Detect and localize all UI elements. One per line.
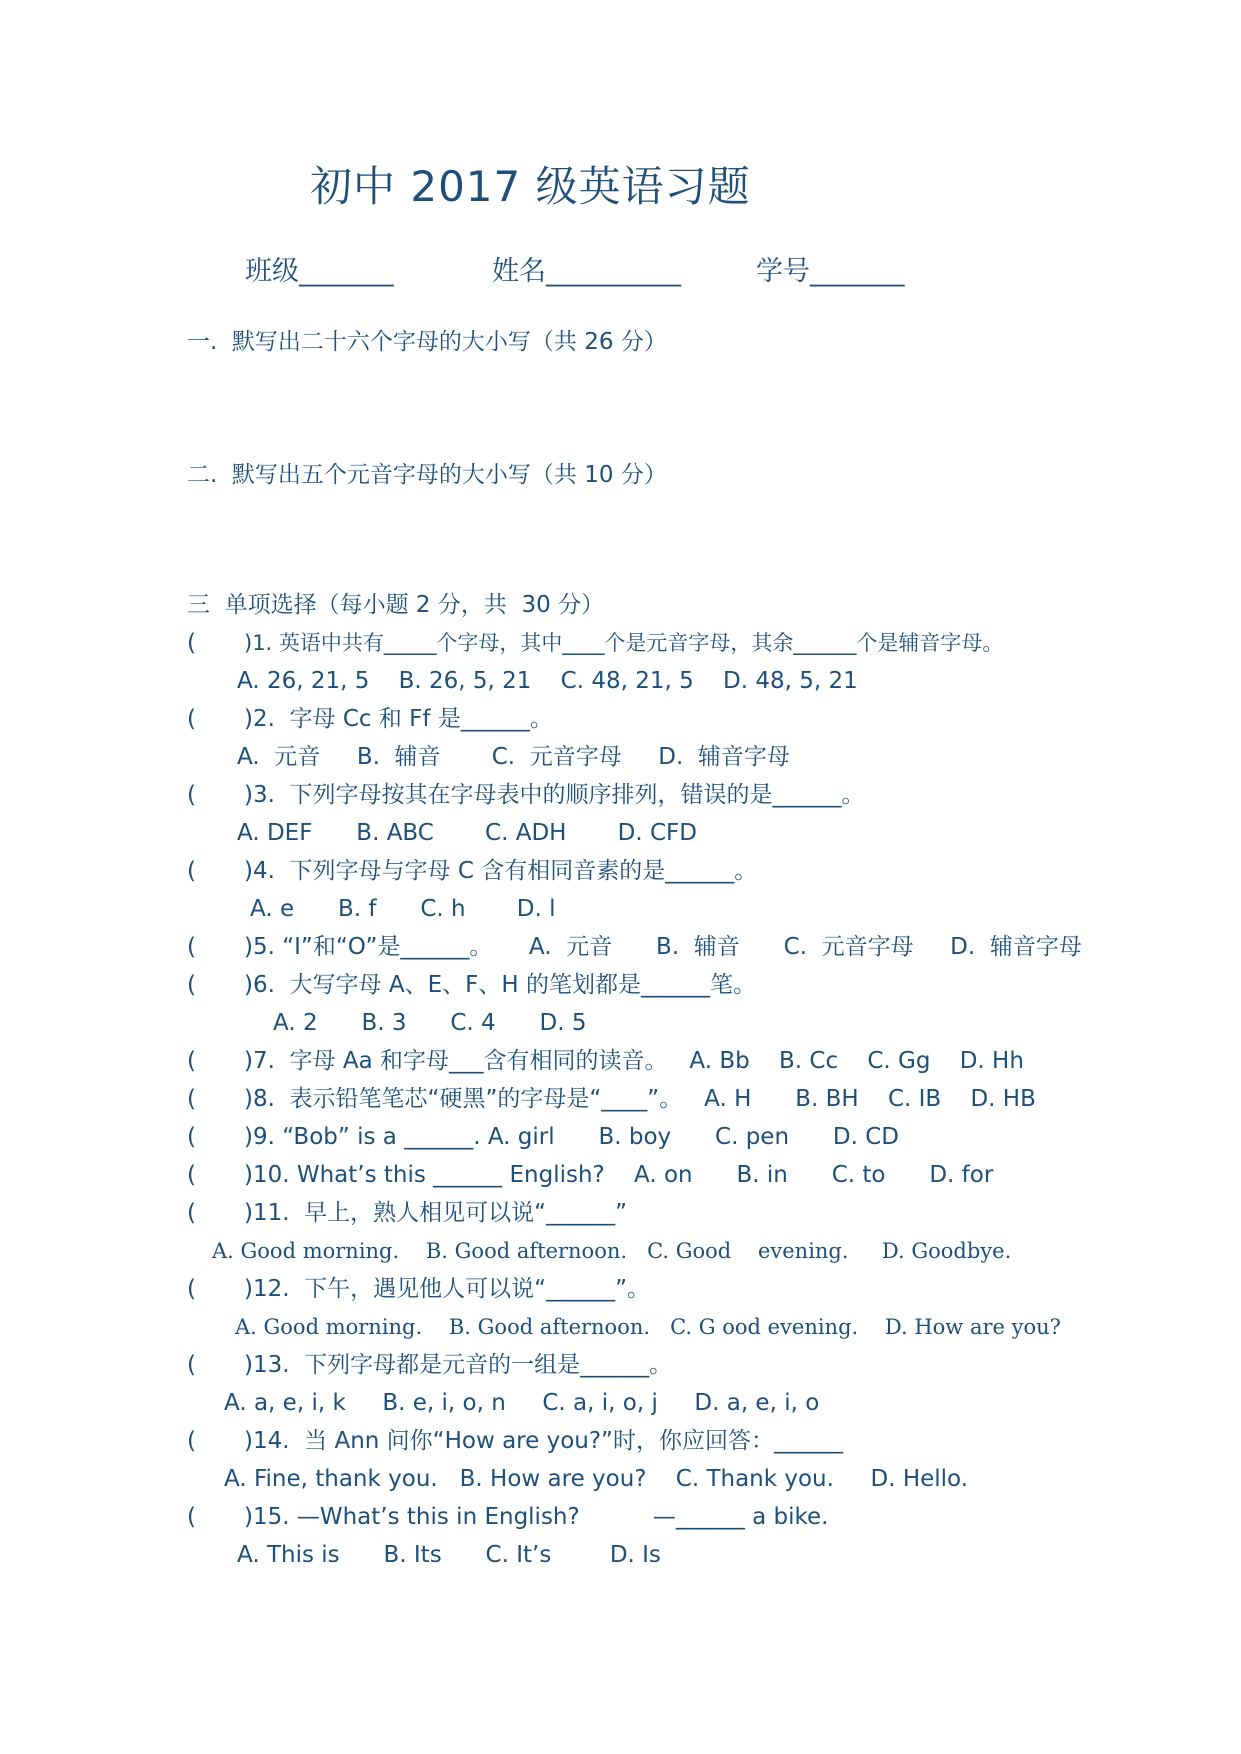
question-7-stem: )7. 字母 Aa 和字母___含有相同的读音。 A. Bb B. Cc C. Gg D. Hh [244,1048,1024,1074]
question-13-options: A. a, e, i, k B. e, i, o, n C. a, i, o, j D. a, e, i, o [224,1390,820,1416]
question-6-stem: )6. 大写字母 A、E、F、H 的笔划都是______笔。 [244,972,756,998]
question-12-options: A. Good morning. B. Good afternoon. C. G ood evening. D. How are you? [235,1315,1061,1339]
answer-bracket-open: ( [187,1428,196,1454]
section-one-heading: 一. 默写出二十六个字母的大小写（共 26 分） [187,329,667,355]
question-1-stem: )1. 英语中共有_____个字母，其中____个是元音字母，其余______个是辅音字母。 [244,631,1004,655]
question-15-stem: )15. —What’s this in English? —______ a bike. [244,1504,829,1530]
section-three-heading: 三 单项选择（每小题 2 分，共 30 分） [187,592,605,618]
answer-bracket-open: ( [187,1124,196,1150]
question-13-stem: )13. 下列字母都是元音的一组是______。 [244,1352,673,1378]
answer-bracket-open: ( [187,782,196,808]
question-15-options: A. This is B. Its C. It’s D. Is [237,1542,661,1568]
answer-bracket-open: ( [187,1276,196,1302]
question-3-options: A. DEF B. ABC C. ADH D. CFD [237,820,697,846]
question-9-stem: )9. “Bob” is a ______. A. girl B. boy C. pen D. CD [244,1124,900,1150]
question-11-options: A. Good morning. B. Good afternoon. C. Good evening. D. Goodbye. [212,1239,1012,1263]
question-1-options: A. 26, 21, 5 B. 26, 5, 21 C. 48, 21, 5 D. 48, 5, 21 [237,668,858,694]
answer-bracket-open: ( [187,934,196,960]
question-14-options: A. Fine, thank you. B. How are you? C. Thank you. D. Hello. [224,1466,969,1492]
answer-bracket-open: ( [187,630,196,656]
name-field: 姓名__________ [492,256,681,287]
page-title: 初中 2017 级英语习题 [310,162,751,211]
question-3-stem: )3. 下列字母按其在字母表中的顺序排列，错误的是______。 [244,782,865,808]
answer-bracket-open: ( [187,972,196,998]
class-field: 班级_______ [245,256,394,287]
section-two-heading: 二. 默写出五个元音字母的大小写（共 10 分） [187,462,667,488]
answer-bracket-open: ( [187,1352,196,1378]
answer-bracket-open: ( [187,1162,196,1188]
answer-bracket-open: ( [187,858,196,884]
answer-bracket-open: ( [187,1200,196,1226]
question-4-options: A. e B. f C. h D. l [250,896,556,922]
question-10-stem: )10. What’s this ______ English? A. on B. in C. to D. for [244,1162,994,1188]
answer-bracket-open: ( [187,706,196,732]
question-11-stem: )11. 早上，熟人相见可以说“______” [244,1200,628,1226]
answer-bracket-open: ( [187,1086,196,1112]
student-id-field: 学号_______ [756,256,905,287]
question-2-options: A. 元音 B. 辅音 C. 元音字母 D. 辅音字母 [237,744,790,770]
question-5-stem: )5. “I”和“O”是______。 A. 元音 B. 辅音 C. 元音字母 D. 辅音字母 [244,934,1082,960]
answer-bracket-open: ( [187,1504,196,1530]
question-8-stem: )8. 表示铅笔笔芯“硬黑”的字母是“____”。 A. H B. BH C. IB D. HB [244,1086,1036,1112]
question-14-stem: )14. 当 Ann 问你“How are you?”时，你应回答：______ [244,1428,843,1454]
question-6-options: A. 2 B. 3 C. 4 D. 5 [273,1010,587,1036]
answer-bracket-open: ( [187,1048,196,1074]
question-2-stem: )2. 字母 Cc 和 Ff 是______。 [244,706,553,732]
question-12-stem: )12. 下午，遇见他人可以说“______”。 [244,1276,651,1302]
question-4-stem: )4. 下列字母与字母 C 含有相同音素的是______。 [244,858,758,884]
